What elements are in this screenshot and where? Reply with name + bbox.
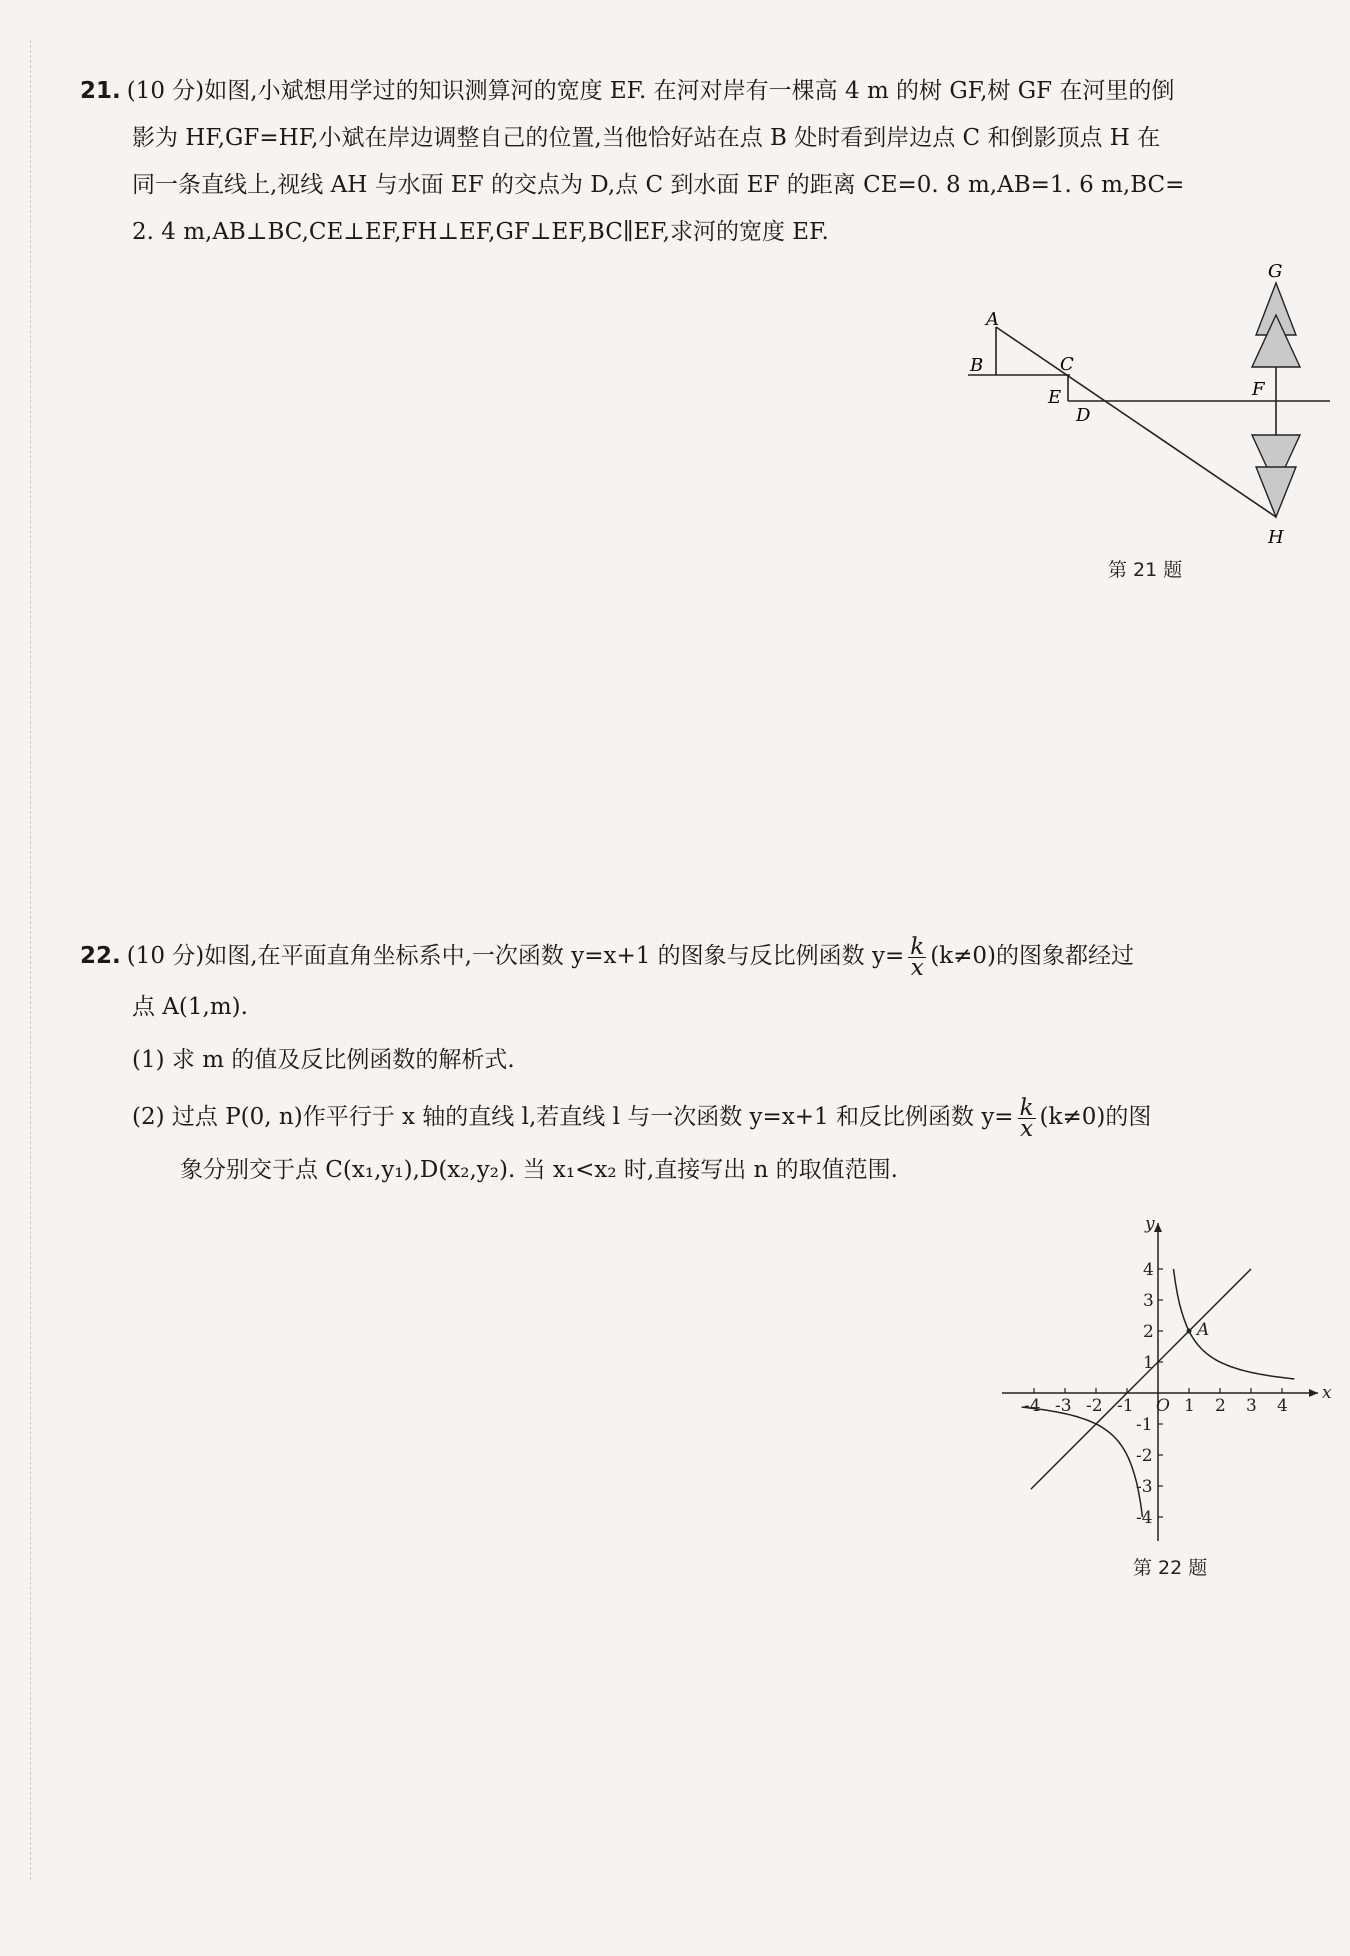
label-h: H bbox=[1268, 527, 1284, 548]
q22-part-2-cont: 象分别交于点 C(x₁,y₁),D(x₂,y₂). 当 x₁<x₂ 时,直接写出 n 的取值范围. bbox=[180, 1157, 898, 1183]
x-tick-label: -4 bbox=[1024, 1396, 1041, 1416]
q22-line-1: 22. (10 分)如图,在平面直角坐标系中,一次函数 y=x+1 的图象与反比例函数 y= $\frac{k}{x}$ (k≠0)的图象都经过 bbox=[80, 933, 1134, 981]
y-axis-label: y bbox=[1145, 1214, 1155, 1234]
q21-caption: 第 21 题 bbox=[1108, 559, 1183, 581]
label-d: D bbox=[1076, 405, 1091, 426]
point-a bbox=[1187, 1329, 1192, 1334]
q21-number: 21. bbox=[80, 78, 121, 104]
hyperbola-branch-3 bbox=[1022, 1407, 1143, 1517]
question-22 bbox=[80, 933, 1320, 1194]
q22-number: 22. bbox=[80, 943, 121, 969]
label-e: E bbox=[1048, 387, 1062, 408]
x-tick-label: -2 bbox=[1086, 1396, 1103, 1416]
label-g: G bbox=[1268, 261, 1283, 282]
q21-line-3: 同一条直线上,视线 AH 与水面 EF 的交点为 D,点 C 到水面 EF 的距离 CE=0. 8 m,AB=1. 6 m,BC= bbox=[132, 172, 1185, 198]
x-tick-label: -1 bbox=[1117, 1396, 1134, 1416]
origin-label: O bbox=[1156, 1396, 1170, 1416]
x-tick-label: 1 bbox=[1184, 1396, 1195, 1416]
sight-line-ah bbox=[996, 327, 1276, 517]
q22-part-2: (2) 过点 P(0, n)作平行于 x 轴的直线 l,若直线 l 与一次函数 y=x+1 和反比例函数 y= $\frac{k}{x}$ (k≠0)的图 bbox=[132, 1094, 1152, 1142]
y-tick-label: 3 bbox=[1143, 1291, 1154, 1311]
tree-lower-triangle bbox=[1252, 315, 1300, 367]
label-b: B bbox=[970, 355, 984, 376]
q21-line-2: 影为 HF,GF=HF,小斌在岸边调整自己的位置,当他恰好站在点 B 处时看到岸边点 C 和倒影顶点 H 在 bbox=[132, 125, 1161, 151]
y-tick-label: -1 bbox=[1136, 1415, 1153, 1435]
x-axis-label: x bbox=[1322, 1383, 1332, 1403]
label-f: F bbox=[1252, 379, 1265, 400]
reflection-lower-triangle bbox=[1256, 467, 1296, 517]
label-c: C bbox=[1060, 354, 1074, 375]
q22-coordinate-graph bbox=[1000, 1215, 1330, 1545]
question-21 bbox=[80, 68, 1320, 256]
x-tick-label: 4 bbox=[1277, 1396, 1288, 1416]
q22-line-2: 点 A(1,m). bbox=[132, 994, 248, 1020]
y-axis-arrow bbox=[1154, 1223, 1162, 1232]
y-tick-label: -3 bbox=[1136, 1477, 1153, 1497]
y-tick-label: -4 bbox=[1136, 1508, 1153, 1528]
q22-part-1: (1) 求 m 的值及反比例函数的解析式. bbox=[132, 1047, 515, 1073]
binding-margin-line bbox=[30, 40, 31, 1880]
fraction-k-over-x-2: $\frac{k}{x}$ bbox=[1019, 1094, 1034, 1142]
x-tick-label: 3 bbox=[1246, 1396, 1257, 1416]
y-tick-label: 2 bbox=[1143, 1322, 1154, 1342]
y-tick-label: -2 bbox=[1136, 1446, 1153, 1466]
q21-line-4: 2. 4 m,AB⊥BC,CE⊥EF,FH⊥EF,GF⊥EF,BC∥EF,求河的宽度 EF. bbox=[132, 219, 829, 245]
x-tick-label: 2 bbox=[1215, 1396, 1226, 1416]
label-a: A bbox=[986, 309, 999, 330]
q21-line-1: 21. (10 分)如图,小斌想用学过的知识测算河的宽度 EF. 在河对岸有一棵高 4 m 的树 GF,树 GF 在河里的倒 bbox=[80, 78, 1175, 104]
fraction-k-over-x: $\frac{k}{x}$ bbox=[910, 933, 925, 981]
q22-caption: 第 22 题 bbox=[1133, 1557, 1208, 1579]
x-axis-arrow bbox=[1309, 1389, 1318, 1397]
y-tick-label: 4 bbox=[1143, 1260, 1154, 1280]
x-tick-label: -3 bbox=[1055, 1396, 1072, 1416]
point-a-label: A bbox=[1197, 1320, 1210, 1340]
q21-figure bbox=[960, 255, 1340, 555]
y-tick-label: 1 bbox=[1143, 1353, 1154, 1373]
